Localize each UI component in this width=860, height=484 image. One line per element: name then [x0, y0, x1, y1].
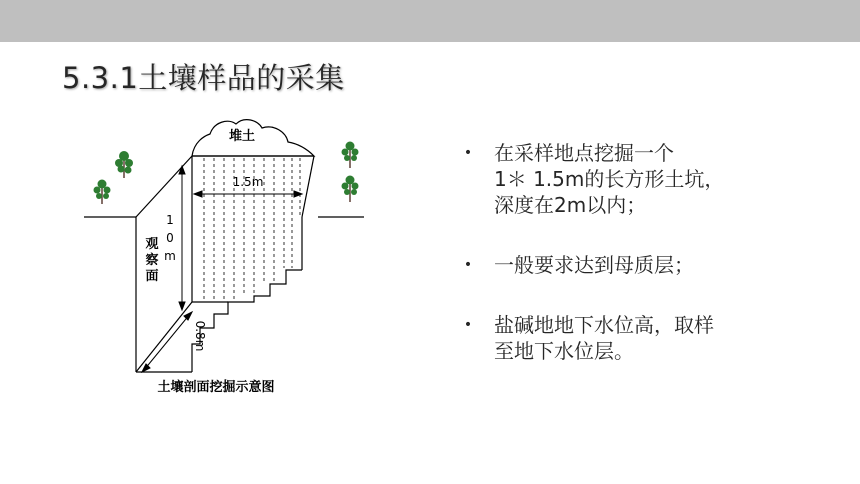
- bullet-dot-icon: •: [463, 145, 473, 161]
- pit-left-slope: [136, 156, 192, 217]
- bullet-line: 盐碱地地下水位高，取样: [494, 313, 714, 337]
- bullet-item: [462, 140, 822, 218]
- depth-label-digit-0: 0: [166, 231, 174, 245]
- depth-label-digit-1: 1: [166, 213, 174, 227]
- tree-icon: [342, 176, 359, 203]
- bullet-line: 深度在2m以内；: [494, 193, 647, 217]
- length-dimension-arrow: [142, 312, 192, 372]
- tree-icon: [115, 151, 133, 178]
- bullet-list: [462, 140, 822, 398]
- bullet-item: [462, 252, 822, 278]
- pit-right-slope: [302, 156, 314, 217]
- diagram-caption: 土壤剖面挖掘示意图: [157, 380, 275, 395]
- observation-label-char-3: 面: [145, 269, 159, 284]
- depth-dimension-arrow: [179, 166, 185, 310]
- bullet-item: [462, 312, 822, 364]
- observation-label-char-2: 察: [145, 253, 159, 268]
- bullet-dot-icon: •: [463, 257, 473, 273]
- tree-icon: [342, 142, 359, 169]
- observation-label-char-1: 观: [145, 237, 159, 252]
- slide-title: 5.3.1土壤样品的采集: [62, 61, 345, 95]
- bullet-line: 1＊ 1.5m的长方形土坑，: [494, 167, 725, 191]
- bullet-dot-icon: •: [463, 317, 473, 333]
- soil-profile-diagram: [78, 108, 378, 398]
- mound-label: 堆土: [228, 129, 256, 144]
- pit-steps: [192, 270, 302, 372]
- depth-label-unit: m: [164, 249, 176, 263]
- top-banner: [0, 0, 860, 42]
- pit-bottom-diagonal: [136, 302, 192, 372]
- length-label: 0.8m: [193, 320, 207, 352]
- tree-icon: [94, 180, 111, 205]
- bullet-line: 一般要求达到母质层；: [494, 253, 694, 277]
- width-dimension-arrow: [194, 191, 302, 197]
- bullet-line: 至地下水位层。: [494, 339, 634, 363]
- width-label: 1.5m: [232, 175, 264, 189]
- bullet-line: 在采样地点挖掘一个: [494, 141, 674, 165]
